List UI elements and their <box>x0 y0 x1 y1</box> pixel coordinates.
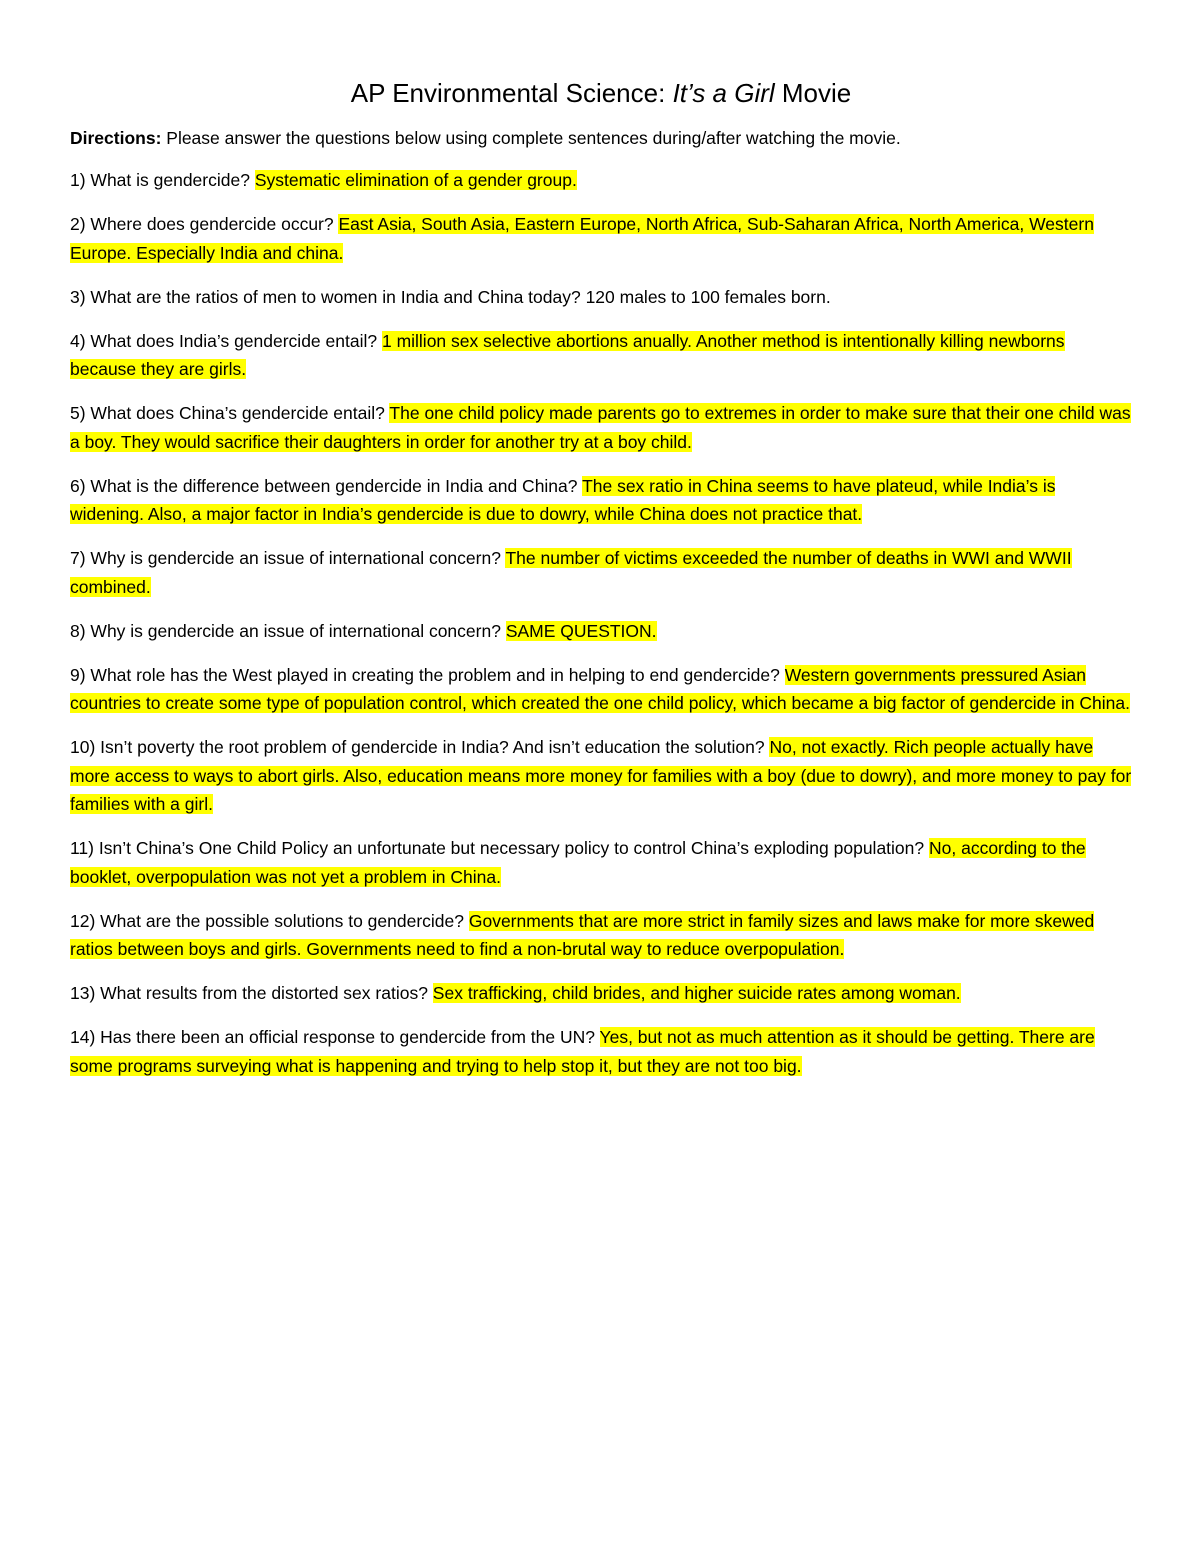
directions <box>70 124 1132 152</box>
question-text: 3) What are the ratios of men to women in India and China today? 120 males to 100 females born. <box>70 286 831 307</box>
question-text: 13) What results from the distorted sex ratios? <box>70 983 433 1003</box>
answer-text: No, not exactly. Rich people actually have more access to ways to abort girls. Also, education means more money for families with a boy (due to dowry), and more money to pay for families with a girl. <box>70 737 1132 814</box>
answer-text: No, according to the booklet, overpopulation was not yet a problem in China. <box>70 838 1086 887</box>
question-text: 4) What does India’s gendercide entail? <box>70 330 382 351</box>
question-item-7 <box>70 544 1132 601</box>
answer-text: Governments that are more strict in family sizes and laws make for more skewed ratios between boys and girls. Governments need to find a non-brutal way to reduce overpopulation. <box>70 910 1095 959</box>
question-text: 12) What are the possible solutions to gendercide? <box>70 910 469 931</box>
title-suffix: Movie <box>774 78 852 108</box>
answer-text: Western governments pressured Asian countries to create some type of population control, which created the one child policy, which became a big factor of gendercide in China. <box>70 664 1131 713</box>
answer-text: The number of victims exceeded the number of deaths in WWI and WWII combined. <box>70 548 1072 597</box>
question-item-6 <box>70 472 1132 529</box>
question-text: 5) What does China’s gendercide entail? <box>70 403 390 423</box>
answer-text: SAME QUESTION. <box>505 620 657 641</box>
question-text: 2) Where does gendercide occur? <box>70 214 339 234</box>
answer-text: The one child policy made parents go to extremes in order to make sure that their one child was a boy. They would sacrifice their daughters in order for another try at a boy child. <box>70 403 1131 452</box>
question-text: 6) What is the difference between gendercide in India and China? <box>70 475 583 496</box>
answer-text: 1 million sex selective abortions anually. Another method is intentionally killing newborns because they are girls. <box>70 330 1065 379</box>
question-text: 1) What is gendercide? <box>70 170 255 190</box>
question-item-9 <box>70 661 1132 718</box>
question-item-4 <box>70 327 1132 384</box>
page-title <box>70 76 1132 110</box>
question-item-11 <box>70 834 1132 891</box>
question-item-10 <box>70 733 1132 819</box>
question-text: 11) Isn’t China’s One Child Policy an unfortunate but necessary policy to control China’s exploding population? <box>70 838 929 858</box>
directions-text: Please answer the questions below using complete sentences during/after watching the movie. <box>161 128 901 148</box>
question-item-14 <box>70 1023 1132 1080</box>
answer-text: Systematic elimination of a gender group. <box>254 170 577 190</box>
question-item-8 <box>70 617 1132 646</box>
title-prefix: AP Environmental Science: <box>350 78 673 108</box>
title-movie-name: It’s a Girl <box>672 78 775 108</box>
answer-text: Yes, but not as much attention as it should be getting. There are some programs surveying what is happening and trying to help stop it, but they are not too big. <box>70 1027 1095 1076</box>
question-text: 9) What role has the West played in creating the problem and in helping to end gendercide? <box>70 664 785 685</box>
document-page <box>70 76 1132 1096</box>
question-item-13 <box>70 979 1132 1008</box>
question-text: 14) Has there been an official response to gendercide from the UN? <box>70 1027 600 1047</box>
question-text: 10) Isn’t poverty the root problem of gendercide in India? And isn’t education the solution? <box>70 737 770 757</box>
question-text: 8) Why is gendercide an issue of international concern? <box>70 620 506 641</box>
answer-text: The sex ratio in China seems to have plateud, while India’s is widening. Also, a major factor in India’s gendercide is due to dowry, while China does not practice that. <box>70 475 1056 524</box>
question-list <box>70 166 1132 1080</box>
question-item-12 <box>70 907 1132 964</box>
directions-label: Directions: <box>70 128 162 148</box>
question-item-1 <box>70 166 1132 195</box>
answer-text: East Asia, South Asia, Eastern Europe, North Africa, Sub-Saharan Africa, North America, Western Europe. Especially India and china. <box>70 214 1094 263</box>
question-item-2 <box>70 210 1132 267</box>
answer-text: Sex trafficking, child brides, and higher suicide rates among woman. <box>432 983 961 1003</box>
question-text: 7) Why is gendercide an issue of international concern? <box>70 548 506 568</box>
question-item-3 <box>70 283 1132 312</box>
question-item-5 <box>70 399 1132 456</box>
